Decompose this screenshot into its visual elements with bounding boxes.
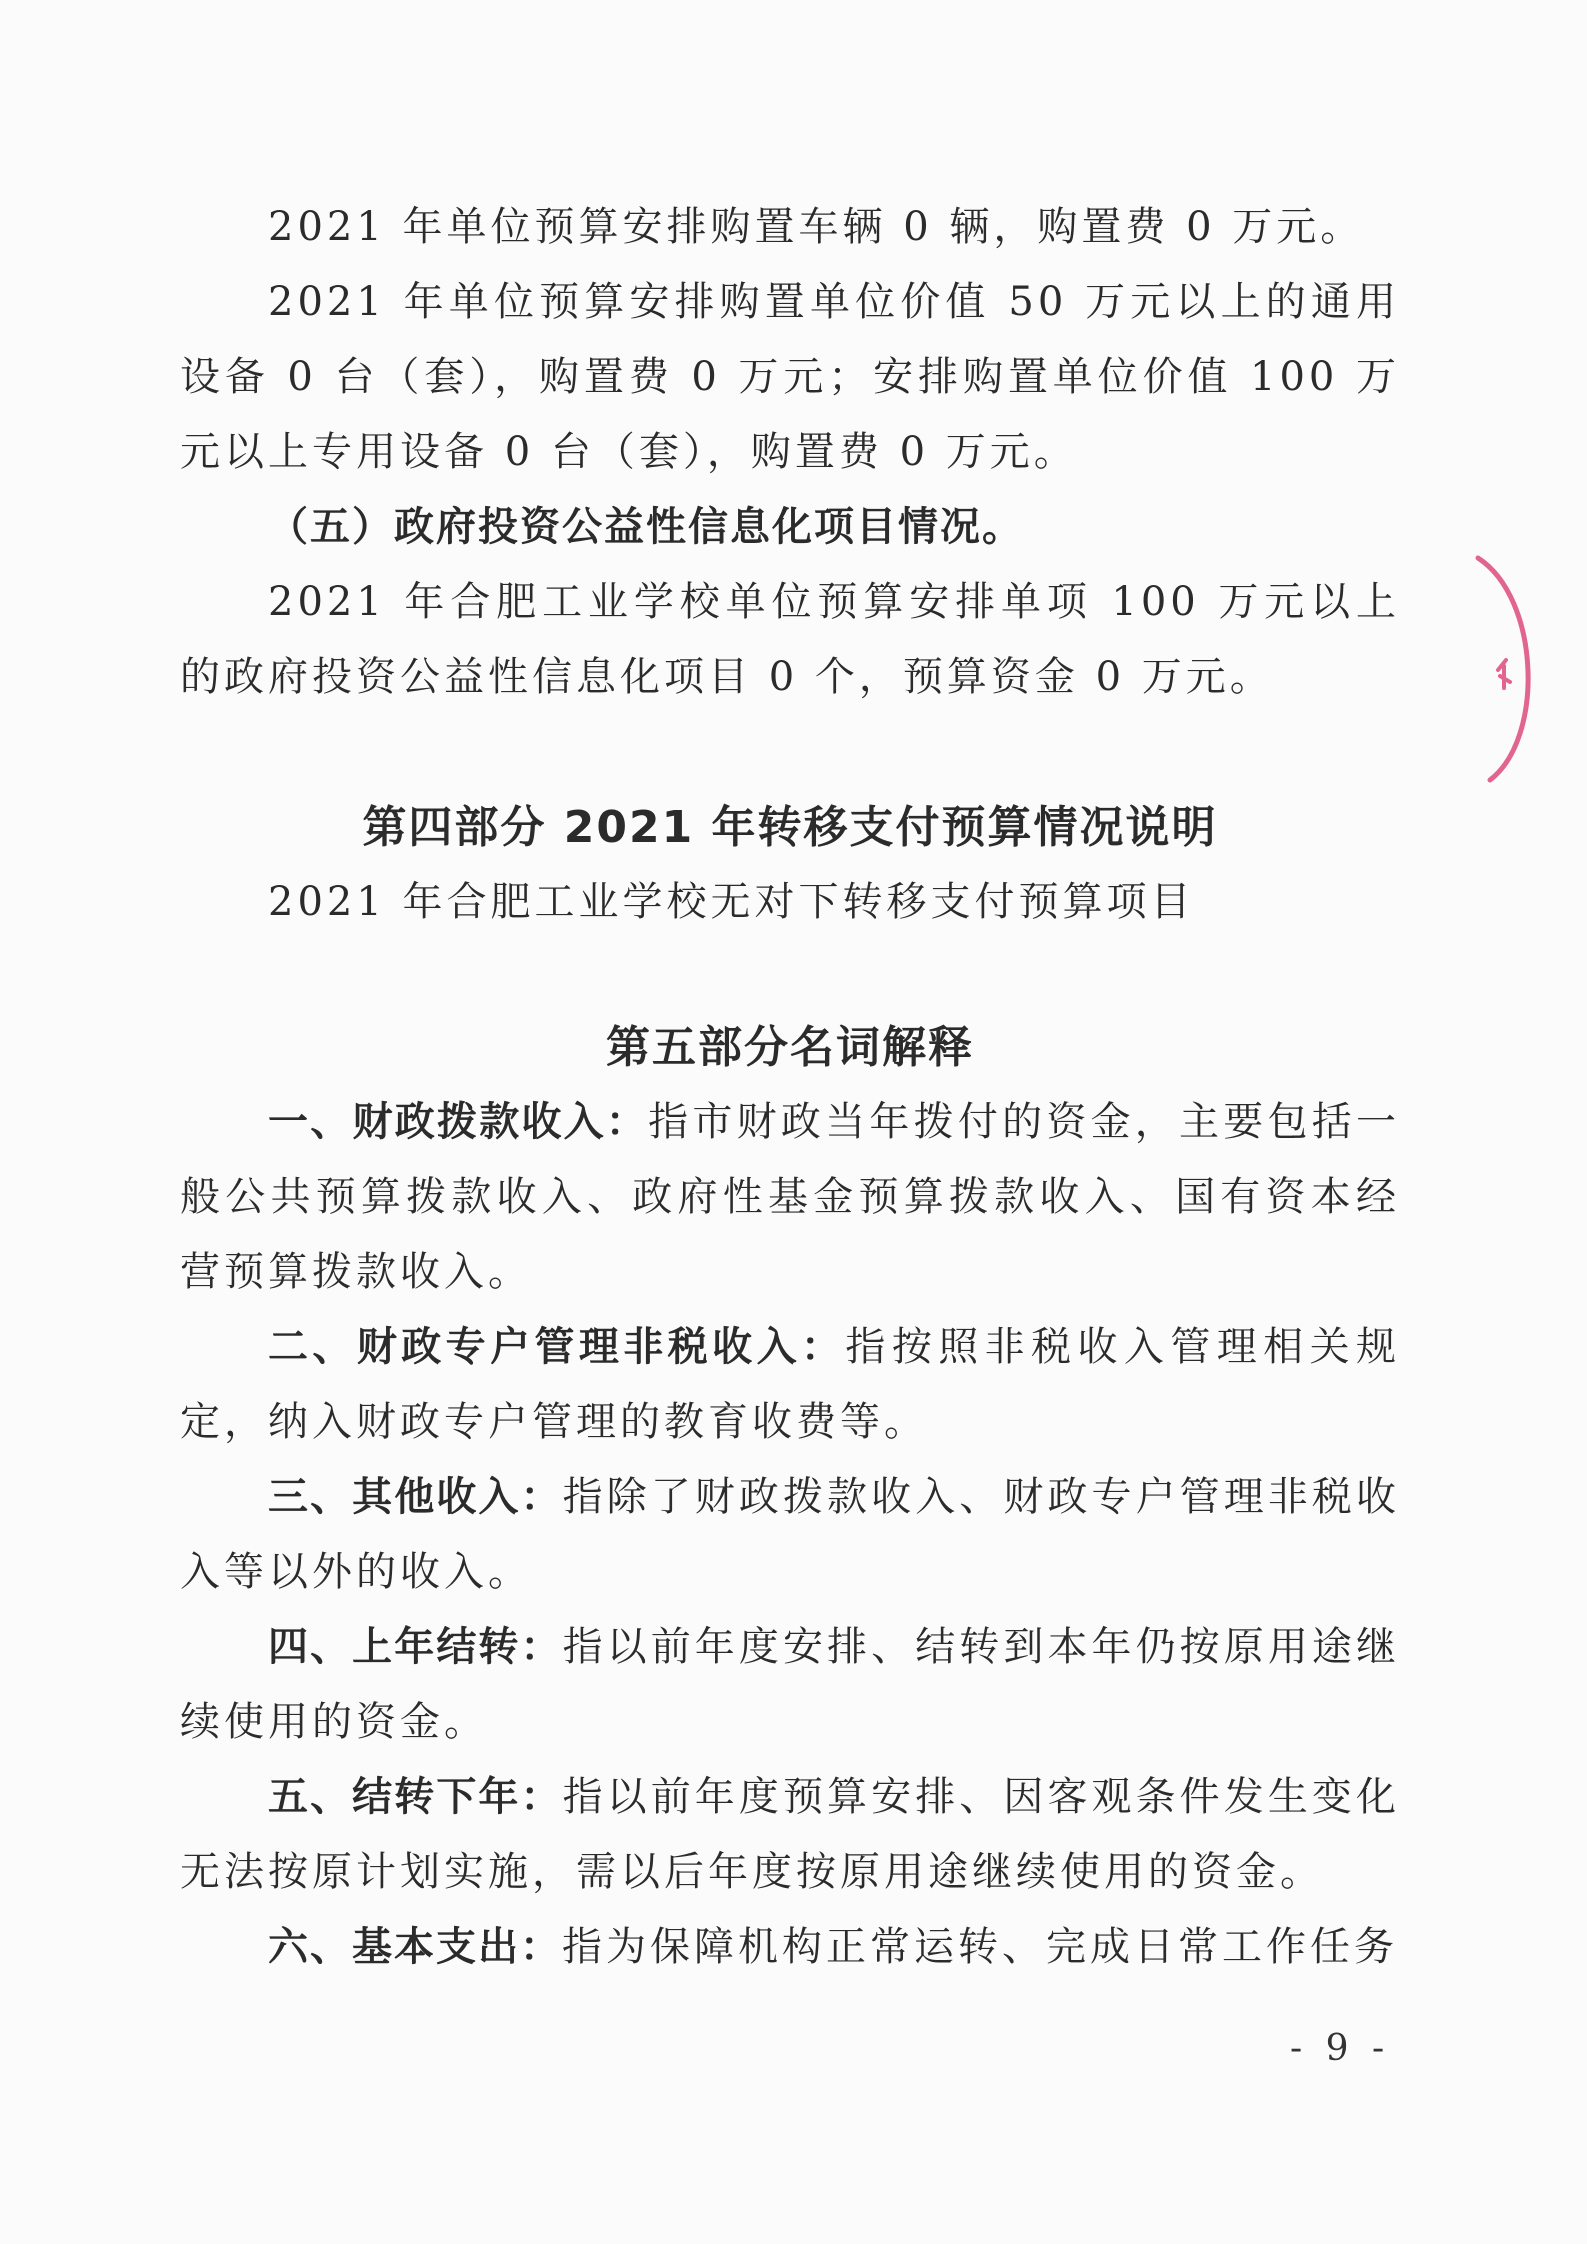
- glossary-item: [180, 1610, 1400, 1760]
- glossary-term: 六、基本支出：: [268, 1924, 562, 1970]
- info-project-paragraph: 2021 年合肥工业学校单位预算安排单项 100 万元以上的政府投资公益性信息化项目 0 个，预算资金 0 万元。: [180, 579, 1400, 700]
- vehicle-paragraph: 2021 年单位预算安排购置车辆 0 辆，购置费 0 万元。: [268, 204, 1365, 250]
- glossary-term: 三、其他收入：: [268, 1474, 563, 1520]
- glossary-definition: 指为保障机构正常运转、完成日常工作任务: [562, 1924, 1398, 1970]
- vehicle-section: [180, 190, 1400, 490]
- info-project-section: [180, 490, 1400, 715]
- part5-section: [180, 1010, 1400, 1985]
- glossary-item: [180, 1310, 1400, 1460]
- glossary-item: [180, 1910, 1400, 1985]
- part5-title: 第五部分名词解释: [606, 1022, 974, 1073]
- info-project-heading: （五）政府投资公益性信息化项目情况。: [268, 504, 1024, 550]
- glossary-item: [180, 1085, 1400, 1310]
- equipment-paragraph: 2021 年单位预算安排购置单位价值 50 万元以上的通用设备 0 台（套），购置费 0 万元；安排购置单位价值 100 万元以上专用设备 0 台（套），购置费 0 万元。: [180, 279, 1400, 475]
- part4-paragraph: 2021 年合肥工业学校无对下转移支付预算项目: [268, 879, 1195, 925]
- part4-title: 第四部分 2021 年转移支付预算情况说明: [362, 802, 1218, 853]
- glossary-definition: 指按照非税收入管理相关规定，纳入财政专户管理的教育收费等。: [180, 1324, 1401, 1445]
- glossary-definition: 指市财政当年拨付的资金，主要包括一般公共预算拨款收入、政府性基金预算拨款收入、国有资本经营预算拨款收入。: [180, 1099, 1401, 1295]
- glossary-list: [180, 1085, 1400, 1985]
- glossary-term: 五、结转下年：: [268, 1774, 563, 1820]
- page-number: - 9 -: [1290, 2028, 1391, 2069]
- glossary-term: 四、上年结转：: [268, 1624, 563, 1670]
- glossary-definition: 指以前年度预算安排、因客观条件发生变化无法按原计划实施，需以后年度按原用途继续使用的资金。: [180, 1774, 1401, 1895]
- glossary-definition: 指除了财政拨款收入、财政专户管理非税收入等以外的收入。: [180, 1474, 1401, 1595]
- glossary-term: 二、财政专户管理非税收入：: [268, 1324, 846, 1370]
- seal-stamp-icon: [1470, 548, 1550, 788]
- glossary-term: 一、财政拨款收入：: [268, 1099, 649, 1145]
- glossary-definition: 指以前年度安排、结转到本年仍按原用途继续使用的资金。: [180, 1624, 1401, 1745]
- glossary-item: [180, 1460, 1400, 1610]
- part4-section: [180, 790, 1400, 940]
- glossary-item: [180, 1760, 1400, 1910]
